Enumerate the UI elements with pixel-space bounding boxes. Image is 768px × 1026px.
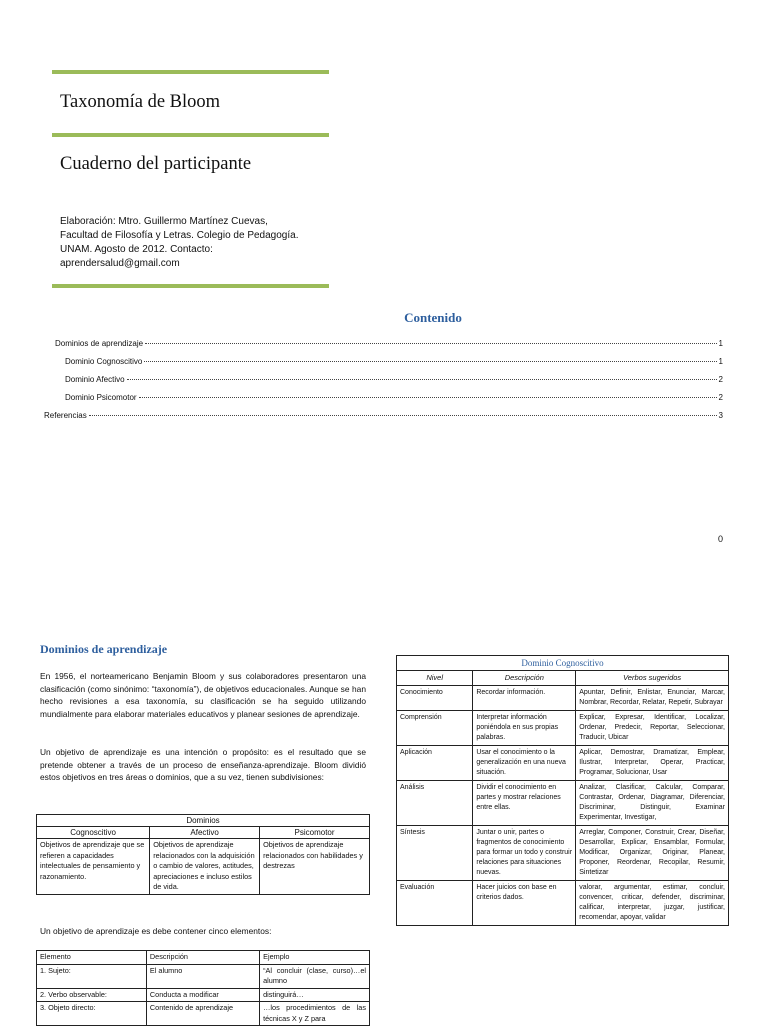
verbs-cell: Aplicar, Demostrar, Dramatizar, Emplear, Ilustrar, Interpretar, Operar, Practicar, Programar, Solucionar, Usar xyxy=(576,746,729,781)
toc-heading: Contenido xyxy=(404,310,462,325)
contact-email: aprendersalud@gmail.com xyxy=(60,258,180,269)
description-cell: Juntar o unir, partes o fragmentos de conocimiento para formar un todo y construir relaciones para situaciones nuevas. xyxy=(473,826,576,881)
document-title: Taxonomía de Bloom xyxy=(60,92,221,112)
table-row xyxy=(397,781,729,826)
table-row xyxy=(397,711,729,746)
table-header: Elemento xyxy=(37,951,147,965)
level-cell: Conocimiento xyxy=(397,686,473,711)
toc-item[interactable] xyxy=(44,411,723,420)
paragraph: En 1956, el norteamericano Benjamin Bloom y sus colaboradores presentaron una clasificación (como sinónimo: “taxonomía”), de objetivos educacionales. Aunque se han hecho revisiones a esa taxonomía, su clasificación se ha seguido utilizando mundialmente para elaborar materiales educativos y planear sesiones de aprendizaje. xyxy=(40,671,366,719)
toc-item-label: Dominios de aprendizaje xyxy=(55,339,144,348)
table-cell: Objetivos de aprendizaje relacionados con habilidades y destrezas xyxy=(260,839,370,895)
table-row xyxy=(397,686,729,711)
description-cell: Hacer juicios con base en criterios dados. xyxy=(473,881,576,926)
elementos-table xyxy=(36,950,370,1026)
toc-item-page: 1 xyxy=(718,339,723,348)
table-cell: 1. Sujeto: xyxy=(37,964,147,988)
description-cell: Usar el conocimiento o la generalización en una nueva situación. xyxy=(473,746,576,781)
table-row xyxy=(397,746,729,781)
credits-block xyxy=(60,215,340,271)
toc-item-label: Dominio Cognoscitivo xyxy=(65,357,143,366)
table-cell: Objetivos de aprendizaje que se refieren a capacidades intelectuales de pensamiento y razonamiento. xyxy=(37,839,150,895)
table-header: Nivel xyxy=(397,671,473,686)
table-cell: “Al concluir (clase, curso)…el alumno xyxy=(260,964,370,988)
level-cell: Aplicación xyxy=(397,746,473,781)
bottom-accent-bar xyxy=(52,284,329,288)
toc-item-page: 2 xyxy=(718,375,723,384)
divider-bar xyxy=(52,133,329,137)
toc-leader xyxy=(144,361,716,362)
toc-item-page: 1 xyxy=(718,357,723,366)
level-cell: Análisis xyxy=(397,781,473,826)
table-header: Descripción xyxy=(146,951,259,965)
level-cell: Comprensión xyxy=(397,711,473,746)
level-cell: Evaluación xyxy=(397,881,473,926)
toc-item-label: Dominio Afectivo xyxy=(65,375,125,384)
table-cell: Objetivos de aprendizaje relacionados con la adquisición o cambio de valores, actitudes, apreciaciones e incluso estilos de vida. xyxy=(150,839,260,895)
table-cell: El alumno xyxy=(146,964,259,988)
table-cell: 2. Verbo observable: xyxy=(37,988,147,1002)
top-accent-bar xyxy=(52,70,329,74)
toc-item[interactable] xyxy=(55,339,723,348)
table-cell: distinguirá… xyxy=(260,988,370,1002)
table-caption: Dominios xyxy=(37,815,370,827)
toc-leader xyxy=(127,379,717,380)
paragraph: Un objetivo de aprendizaje es debe contener cinco elementos: xyxy=(40,926,272,936)
cognoscitivo-table xyxy=(396,655,729,926)
toc-leader xyxy=(145,343,716,344)
toc-item[interactable] xyxy=(65,375,723,384)
table-cell: 3. Objeto directo: xyxy=(37,1002,147,1026)
table-row xyxy=(37,951,370,965)
table-cell: …los procedimientos de las técnicas X y Z para xyxy=(260,1002,370,1026)
table-header: Cognoscitivo xyxy=(37,827,150,839)
table-row xyxy=(397,881,729,926)
table-row xyxy=(37,1002,370,1026)
description-cell: Recordar información. xyxy=(473,686,576,711)
document-subtitle: Cuaderno del participante xyxy=(60,154,252,174)
toc-item-label: Referencias xyxy=(44,411,87,420)
toc-item-page: 2 xyxy=(718,393,723,402)
toc-item-page: 3 xyxy=(718,411,723,420)
description-cell: Interpretar información poniéndola en sus propias palabras. xyxy=(473,711,576,746)
toc-item-label: Dominio Psicomotor xyxy=(65,393,137,402)
toc-item[interactable] xyxy=(65,393,723,402)
toc-leader xyxy=(139,397,717,398)
section-heading: Dominios de aprendizaje xyxy=(40,642,168,656)
table-caption: Dominio Cognoscitivo xyxy=(397,656,729,671)
table-header: Descripción xyxy=(473,671,576,686)
dominios-table xyxy=(36,814,370,895)
table-header: Ejemplo xyxy=(260,951,370,965)
verbs-cell: Analizar, Clasificar, Calcular, Comparar, Contrastar, Ordenar, Diagramar, Diferenciar, Discriminar, Distinguir, Examinar Experimentar, Investigar, xyxy=(576,781,729,826)
level-cell: Síntesis xyxy=(397,826,473,881)
toc-leader xyxy=(89,415,717,416)
table-row xyxy=(37,964,370,988)
table-cell: Conducta a modificar xyxy=(146,988,259,1002)
table-header: Verbos sugeridos xyxy=(576,671,729,686)
verbs-cell: valorar, argumentar, estimar, concluir, convencer, criticar, defender, discriminar, calificar, interpretar, juzgar, justificar, recomendar, apoyar, validar xyxy=(576,881,729,926)
verbs-cell: Apuntar, Definir, Enlistar, Enunciar, Marcar, Nombrar, Recordar, Relatar, Repetir, Subrayar xyxy=(576,686,729,711)
page-number: 0 xyxy=(718,534,724,544)
verbs-cell: Explicar, Expresar, Identificar, Localizar, Ordenar, Predecir, Reportar, Seleccionar, Traducir, Ubicar xyxy=(576,711,729,746)
table-header: Psicomotor xyxy=(260,827,370,839)
credits-line: UNAM. Agosto de 2012. Contacto: xyxy=(60,244,213,255)
toc-item[interactable] xyxy=(65,357,723,366)
table-row xyxy=(397,826,729,881)
description-cell: Dividir el conocimiento en partes y mostrar relaciones entre ellas. xyxy=(473,781,576,826)
table-cell: Contenido de aprendizaje xyxy=(146,1002,259,1026)
paragraph: Un objetivo de aprendizaje es una intención o propósito: es el resultado que se pretende obtener a través de un proceso de enseñanza-aprendizaje. Bloom dividió estos objetivos en tres áreas o dominios, que a su vez, tienen subdivisiones: xyxy=(40,747,366,782)
credits-line: Facultad de Filosofía y Letras. Colegio de Pedagogía. xyxy=(60,230,299,241)
table-header: Afectivo xyxy=(150,827,260,839)
credits-line: Elaboración: Mtro. Guillermo Martínez Cuevas, xyxy=(60,216,268,227)
table-row xyxy=(37,988,370,1002)
verbs-cell: Arreglar, Componer, Construir, Crear, Diseñar, Desarrollar, Explicar, Ensamblar, Formular, Modificar, Organizar, Originar, Planear, Proponer, Reordenar, Recopilar, Resumir, Sintetizar xyxy=(576,826,729,881)
